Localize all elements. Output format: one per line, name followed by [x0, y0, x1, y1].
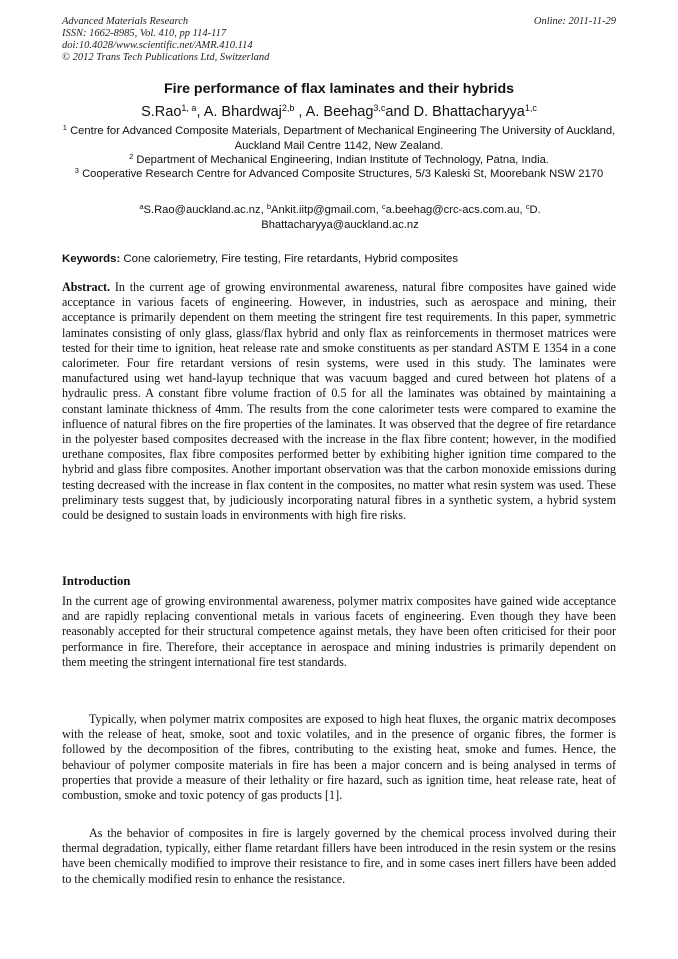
journal-name: Advanced Materials Research [62, 16, 189, 27]
online-date: Online: 2011-11-29 [533, 16, 616, 27]
author-list [62, 102, 616, 122]
keywords [62, 252, 616, 266]
email-address: a.beehag@crc-acs.com.au, [385, 204, 526, 216]
affiliation-text: Cooperative Research Centre for Advanced Composite Structures, 5/3 Kaleski St, Moorebank NSW 2170 [82, 168, 604, 180]
affiliation-2 [62, 153, 616, 168]
email-mark: c [381, 202, 386, 211]
author-name: S.Rao [141, 104, 182, 120]
affiliation-number: 1 [62, 123, 67, 132]
keywords-label: Keywords: [62, 253, 121, 265]
author-affil-mark: 1, a [181, 103, 197, 113]
section-heading-introduction: Introduction [62, 574, 131, 588]
author-name: and D. Bhattacharyya [385, 104, 525, 120]
author-name: , A. Bhardwaj [196, 104, 282, 120]
author-affil-mark: 1,c [524, 103, 537, 113]
journal-header [62, 16, 616, 64]
affiliation-number: 3 [74, 166, 79, 175]
author-emails [70, 203, 610, 232]
intro-paragraph-3: As the behavior of composites in fire is largely governed by the chemical process involved during their thermal degradation, typically, either flame retardant fillers have been introduced in the resin system or the resins have been chemically modified to improve their resistance to fire, and in some cases inert fillers have been added to the chemically modified resin to enhance the resistance. [62, 826, 616, 886]
abstract-label: Abstract. [62, 280, 111, 294]
intro-paragraph-1: In the current age of growing environmental awareness, polymer matrix composites have gained wide acceptance and are rapidly replacing conventional metals in various facets of engineering. Even though they have been reasonably accepted for their structural competence against metals, they have been often criticised for their poor performance in fire. Therefore, their acceptance in aerospace and mining industries is primarily dependent on them meeting the stringent international fire test standards. [62, 594, 616, 669]
email-address: Ankit.iitp@gmail.com, [271, 204, 382, 216]
email-address: S.Rao@auckland.ac.nz, [143, 204, 267, 216]
keywords-text: Cone caloriemetry, Fire testing, Fire retardants, Hybrid composites [120, 253, 459, 265]
email-mark: c [525, 202, 530, 211]
affiliation-text: Department of Mechanical Engineering, Indian Institute of Technology, Patna, India. [136, 154, 549, 166]
intro-paragraph-2: Typically, when polymer matrix composites are exposed to high heat fluxes, the organic matrix decomposes with the release of heat, smoke, soot and toxic volatiles, and in the presence of organic fibres, the former is followed by the decomposition of the fibres, contributing to the existing heat, smoke and fumes. Hence, the behaviour of polymer composite materials in fire has been a major concern and is being analysed in terms of properties that provide a measure of their lethality or fire hazard, such as ignition time, heat release rate, heat of combustion, smoke and toxic potency of gas products [1]. [62, 712, 616, 803]
abstract [62, 280, 616, 523]
email-address: D. Bhattacharyya@auckland.ac.nz [261, 204, 541, 231]
affiliation-number: 2 [129, 152, 134, 161]
journal-doi: doi:10.4028/www.scientific.net/AMR.410.114 [62, 40, 253, 51]
affiliation-text: Centre for Advanced Composite Materials, Department of Mechanical Engineering The University of Auckland, Auckland Mail Centre 1142, New Zealand. [70, 125, 616, 152]
paper-title: Fire performance of flax laminates and their hybrids [163, 81, 515, 97]
author-name: , A. Beehag [294, 104, 374, 120]
author-affil-mark: 3,c [373, 103, 386, 113]
abstract-text: In the current age of growing environmental awareness, natural fibre composites have gained wide acceptance in various facets of engineering. However, in industries, such as aerospace and mining, their acceptance is primarily dependent on them meeting the stringent fire test requirements. In this paper, symmetric laminates consisting of only glass, glass/flax hybrid and only flax as reinforcements in thermoset matrices were tested for their time to ignition, heat release rate and smoke constituents as per standard ASTM E 1354 in a cone calorimeter. Four fire retardant versions of resin systems, were used in this study. The laminates were manufactured using wet hand-layup technique that was vacuum bagged and cured between hot platens of a hydraulic press. A constant fibre volume fraction of 0.5 for all the laminates was obtained by maintaining a constant laminate thickness of 4mm. The results from the cone calorimeter tests were compared to examine the influence of natural fibres on the fire properties of the laminates. It was observed that the degree of fire retardance in the polyester based composites decreased with the increase in the flax fibre content; however, in the modified urethane composites, flax fibre composites performed better by exhibiting higher ignition time compared to the hybrid and glass fibre composites. Another important observation was that the carbon monoxide emissions during testing decreased with the increase in flax content in the composites, no matter what resin system was used. These preliminary tests suggest that, by judiciously incorporating natural fibres in a synthetic system, a hybrid system could be designed to sustain loads in environments with high fire risks. [62, 280, 616, 523]
email-mark: a [139, 202, 144, 211]
email-mark: b [266, 202, 272, 211]
journal-issn: ISSN: 1662-8985, Vol. 410, pp 114-117 [62, 28, 227, 39]
affiliation-1 [62, 124, 616, 153]
journal-copyright: © 2012 Trans Tech Publications Ltd, Switzerland [62, 52, 270, 63]
author-affil-mark: 2,b [281, 103, 295, 113]
affiliation-3 [62, 167, 616, 182]
